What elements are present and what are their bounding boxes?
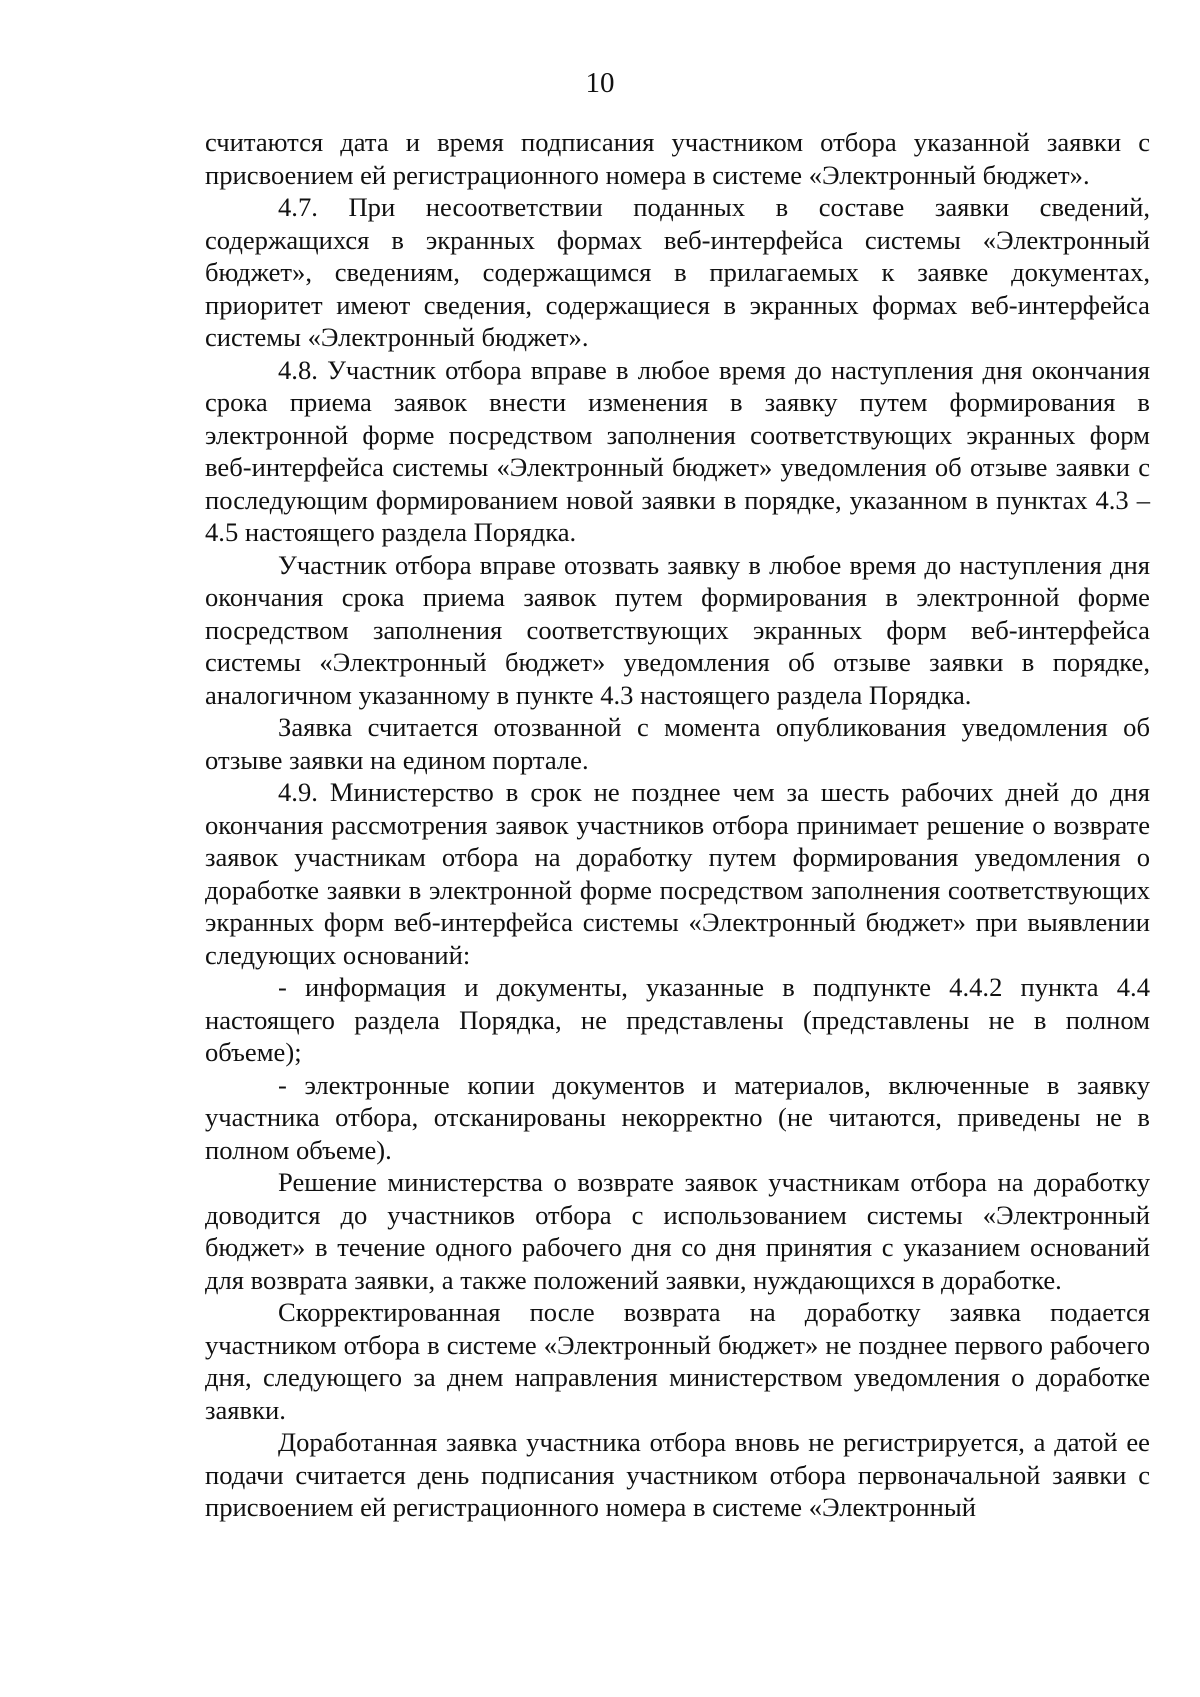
- list-item-bad-scans: - электронные копии документов и материалов, включенные в заявку участника отбора, отсканированы некорректно (не читаются, приведены не в полном объеме).: [205, 1069, 1150, 1165]
- paragraph-4-9: 4.9. Министерство в срок не позднее чем за шесть рабочих дней до дня окончания рассмотрения заявок участников отбора принимает решение о возврате заявок участникам отбора на доработку путем формирования уведомления о доработке заявки в электронной форме посредством заполнения соответствующих экранных форм веб-интерфейса системы «Электронный бюджет» при выявлении следующих оснований:: [205, 777, 1150, 970]
- paragraph-corrected-application: Скорректированная после возврата на доработку заявка подается участником отбора в системе «Электронный бюджет» не позднее первого рабочего дня, следующего за днем направления министерством уведомления о доработке заявки.: [205, 1297, 1150, 1425]
- paragraph-4-7: 4.7. При несоответствии поданных в составе заявки сведений, содержащихся в экранных формах веб-интерфейса системы «Электронный бюджет», сведениям, содержащимся в прилагаемых к заявке документах, приоритет имеют сведения, содержащиеся в экранных формах веб-интерфейса системы «Электронный бюджет».: [205, 192, 1150, 352]
- page-number: 10: [585, 67, 615, 99]
- paragraph-4-8: 4.8. Участник отбора вправе в любое время до наступления дня окончания срока приема заявок внести изменения в заявку путем формирования в электронной форме посредством заполнения соответствующих экранных форм веб-интерфейса системы «Электронный бюджет» уведомления об отзыве заявки с последующим формированием новой заявки в порядке, указанном в пунктах 4.3 – 4.5 настоящего раздела Порядка.: [205, 354, 1150, 547]
- paragraph-withdraw-application: Участник отбора вправе отозвать заявку в любое время до наступления дня окончания срока приема заявок путем формирования в электронной форме посредством заполнения соответствующих экранных форм веб-интерфейса системы «Электронный бюджет» уведомления об отзыве заявки в порядке, аналогичном указанному в пункте 4.3 настоящего раздела Порядка.: [205, 549, 1150, 710]
- list-item-missing-documents: - информация и документы, указанные в подпункте 4.4.2 пункта 4.4 настоящего раздела Порядка, не представлены (представлены не в полном объеме);: [205, 972, 1150, 1067]
- paragraph-return-decision: Решение министерства о возврате заявок участникам отбора на доработку доводится до участников отбора с использованием системы «Электронный бюджет» в течение одного рабочего дня со дня принятия с указанием оснований для возврата заявки, а также положений заявки, нуждающихся в доработке.: [205, 1167, 1150, 1295]
- document-body: [205, 126, 1150, 1524]
- paragraph-withdrawn-status: Заявка считается отозванной с момента опубликования уведомления об отзыве заявки на едином портале.: [205, 712, 1150, 775]
- paragraph-continuation: считаются дата и время подписания участником отбора указанной заявки с присвоением ей регистрационного номера в системе «Электронный бюджет».: [205, 127, 1150, 190]
- paragraph-revised-application: Доработанная заявка участника отбора вновь не регистрируется, а датой ее подачи считается день подписания участником отбора первоначальной заявки с присвоением ей регистрационного номера в системе «Электронный: [205, 1427, 1150, 1522]
